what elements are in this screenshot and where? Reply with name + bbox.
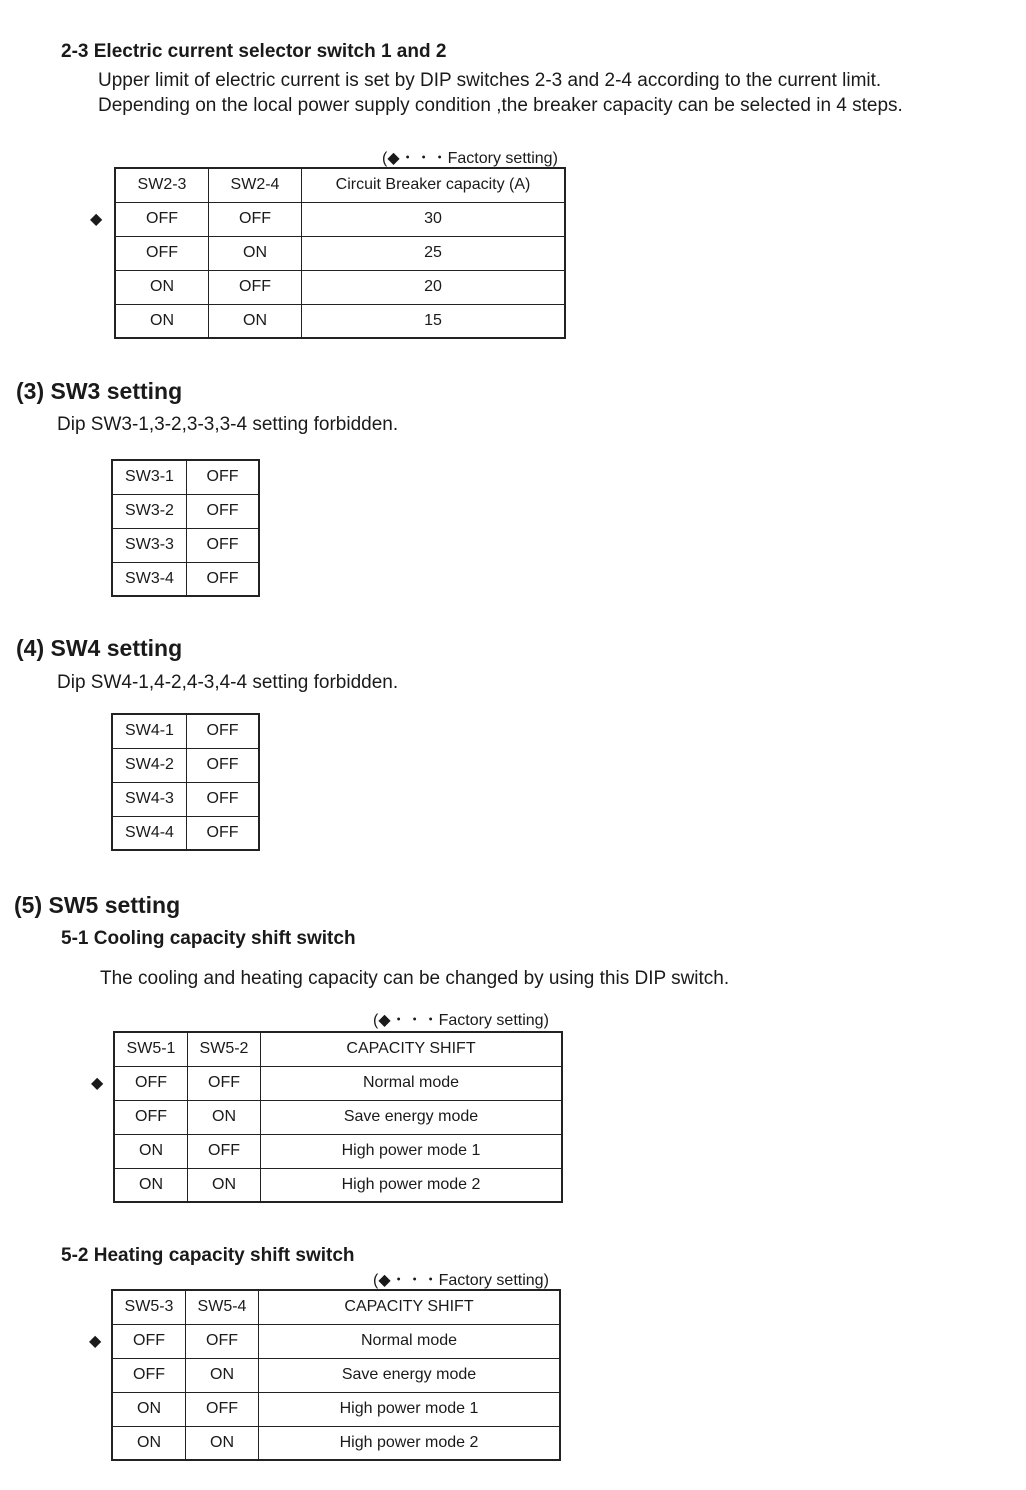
table-cell: ON	[114, 1134, 188, 1168]
table-cell: 25	[302, 236, 566, 270]
table-cell: ON	[188, 1168, 261, 1202]
sw3-description: Dip SW3-1,3-2,3-3,3-4 setting forbidden.	[57, 414, 399, 435]
table-cell: 30	[302, 202, 566, 236]
table-row	[115, 270, 565, 304]
table-cell: OFF	[115, 236, 209, 270]
header-cell: SW5-3	[112, 1290, 186, 1324]
table-row	[112, 1426, 560, 1460]
table-cell: ON	[115, 270, 209, 304]
table-cell: SW4-3	[112, 782, 187, 816]
table-cell: High power mode 1	[261, 1134, 563, 1168]
table-cell: 20	[302, 270, 566, 304]
sw5-cooling-factory-note: (◆・・・Factory setting)	[373, 1012, 549, 1029]
table-cell: Save energy mode	[259, 1358, 561, 1392]
table-cell: OFF	[187, 748, 260, 782]
table-cell: OFF	[209, 202, 302, 236]
table-cell: Normal mode	[261, 1066, 563, 1100]
sw2-factory-note: (◆・・・Factory setting)	[382, 150, 558, 167]
table-cell: OFF	[187, 782, 260, 816]
header-cell: CAPACITY SHIFT	[259, 1290, 561, 1324]
table-cell: ON	[186, 1426, 259, 1460]
table-row	[115, 202, 565, 236]
table-cell: High power mode 1	[259, 1392, 561, 1426]
sw5-heating-factory-marker: ◆	[89, 1333, 102, 1350]
table-header-row	[112, 1290, 560, 1324]
table-row	[112, 1324, 560, 1358]
table-cell: OFF	[188, 1066, 261, 1100]
table-row	[115, 304, 565, 338]
table-cell: OFF	[114, 1100, 188, 1134]
table-cell: SW3-4	[112, 562, 187, 596]
table-cell: OFF	[187, 460, 260, 494]
table-row	[112, 562, 259, 596]
header-cell: Circuit Breaker capacity (A)	[302, 168, 566, 202]
table-cell: Save energy mode	[261, 1100, 563, 1134]
table-cell: ON	[209, 304, 302, 338]
table-row	[112, 714, 259, 748]
table-cell: SW4-1	[112, 714, 187, 748]
sw5-heating-table	[111, 1289, 561, 1461]
table-cell: OFF	[115, 202, 209, 236]
table-cell: OFF	[187, 528, 260, 562]
table-cell: OFF	[209, 270, 302, 304]
table-row	[115, 236, 565, 270]
sw5-cooling-factory-marker: ◆	[91, 1075, 104, 1092]
sw2-heading: 2-3 Electric current selector switch 1 and 2	[61, 41, 447, 62]
sw4-heading: (4) SW4 setting	[16, 635, 183, 661]
sw2-table	[114, 167, 566, 339]
table-cell: Normal mode	[259, 1324, 561, 1358]
sw5-cooling-table	[113, 1031, 563, 1203]
table-row	[114, 1066, 562, 1100]
sw5-heating-factory-note: (◆・・・Factory setting)	[373, 1272, 549, 1289]
table-row	[114, 1134, 562, 1168]
sw3-table	[111, 459, 260, 597]
table-cell: High power mode 2	[261, 1168, 563, 1202]
table-cell: ON	[112, 1392, 186, 1426]
table-row	[112, 782, 259, 816]
table-cell: SW3-1	[112, 460, 187, 494]
header-cell: SW5-1	[114, 1032, 188, 1066]
table-row	[112, 494, 259, 528]
table-row	[112, 748, 259, 782]
table-cell: OFF	[186, 1392, 259, 1426]
sw5-heating-heading: 5-2 Heating capacity shift switch	[61, 1245, 355, 1266]
sw5-cooling-description: The cooling and heating capacity can be changed by using this DIP switch.	[100, 968, 730, 989]
header-cell: SW2-3	[115, 168, 209, 202]
table-cell: OFF	[186, 1324, 259, 1358]
table-cell: OFF	[112, 1358, 186, 1392]
table-cell: SW4-4	[112, 816, 187, 850]
table-cell: SW3-2	[112, 494, 187, 528]
table-row	[112, 816, 259, 850]
sw4-description: Dip SW4-1,4-2,4-3,4-4 setting forbidden.	[57, 672, 399, 693]
table-cell: OFF	[187, 494, 260, 528]
sw5-cooling-heading: 5-1 Cooling capacity shift switch	[61, 928, 356, 949]
table-cell: ON	[114, 1168, 188, 1202]
table-cell: ON	[115, 304, 209, 338]
sw5-heading: (5) SW5 setting	[14, 892, 181, 918]
table-cell: OFF	[114, 1066, 188, 1100]
table-row	[114, 1168, 562, 1202]
table-row	[112, 528, 259, 562]
sw2-factory-marker: ◆	[90, 211, 103, 228]
table-row	[112, 1358, 560, 1392]
table-cell: OFF	[187, 562, 260, 596]
table-cell: OFF	[187, 714, 260, 748]
table-row	[114, 1100, 562, 1134]
table-header-row	[114, 1032, 562, 1066]
sw2-description-line-2: Depending on the local power supply condition ,the breaker capacity can be selected in 4 steps.	[98, 95, 903, 116]
header-cell: SW5-4	[186, 1290, 259, 1324]
table-cell: SW3-3	[112, 528, 187, 562]
table-cell: ON	[209, 236, 302, 270]
table-cell: SW4-2	[112, 748, 187, 782]
table-cell: OFF	[187, 816, 260, 850]
table-cell: OFF	[188, 1134, 261, 1168]
sw4-table	[111, 713, 260, 851]
table-cell: ON	[188, 1100, 261, 1134]
sw2-description-line-1: Upper limit of electric current is set by DIP switches 2-3 and 2-4 according to the current limit.	[98, 70, 882, 91]
table-cell: OFF	[112, 1324, 186, 1358]
table-row	[112, 460, 259, 494]
table-cell: ON	[112, 1426, 186, 1460]
table-cell: ON	[186, 1358, 259, 1392]
table-cell: 15	[302, 304, 566, 338]
table-header-row	[115, 168, 565, 202]
table-row	[112, 1392, 560, 1426]
header-cell: SW2-4	[209, 168, 302, 202]
header-cell: CAPACITY SHIFT	[261, 1032, 563, 1066]
table-cell: High power mode 2	[259, 1426, 561, 1460]
header-cell: SW5-2	[188, 1032, 261, 1066]
sw3-heading: (3) SW3 setting	[16, 378, 183, 404]
